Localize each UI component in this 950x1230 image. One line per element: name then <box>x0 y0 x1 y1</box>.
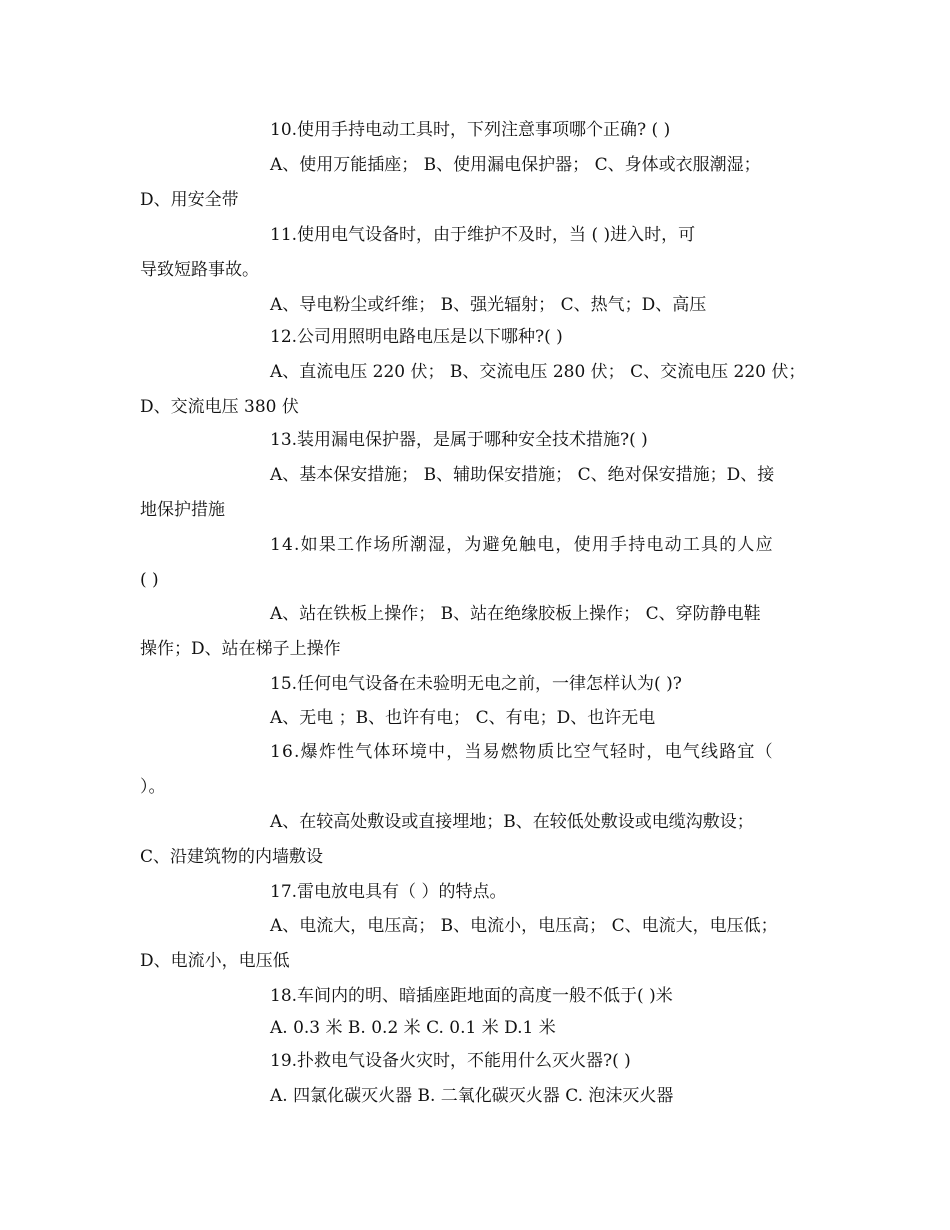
question-12-stem: 12.公司用照明电路电压是以下哪种?( ) <box>270 327 563 347</box>
question-17-stem: 17.雷电放电具有（ ）的特点。 <box>270 882 507 902</box>
question-11-stem: 11.使用电气设备时，由于维护不及时，当 ( )进入时，可 <box>270 225 696 245</box>
question-16-options: A、在较高处敷设或直接埋地；B、在较低处敷设或电缆沟敷设； <box>270 812 754 832</box>
question-19-options: A. 四氯化碳灭火器 B. 二氧化碳灭火器 C. 泡沫灭火器 <box>270 1086 674 1106</box>
question-17-options: A、电流大，电压高； B、电流小，电压高； C、电流大，电压低； <box>270 916 778 936</box>
question-19-stem: 19.扑救电气设备火灾时，不能用什么灭火器?( ) <box>270 1051 631 1071</box>
question-16-stem-cont: ）。 <box>140 777 166 797</box>
question-18-options: A. 0.3 米 B. 0.2 米 C. 0.1 米 D.1 米 <box>270 1018 556 1038</box>
question-14-options: A、站在铁板上操作； B、站在绝缘胶板上操作； C、穿防静电鞋 <box>270 604 761 624</box>
question-11-options: A、导电粉尘或纤维； B、强光辐射； C、热气；D、高压 <box>270 295 707 315</box>
question-16-options-cont: C、沿建筑物的内墙敷设 <box>140 847 324 867</box>
question-17-options-cont: D、电流小，电压低 <box>140 951 290 971</box>
question-13-options-cont: 地保护措施 <box>140 500 225 520</box>
question-12-options: A、直流电压 220 伏； B、交流电压 280 伏； C、交流电压 220 伏； <box>270 362 806 382</box>
question-13-stem: 13.装用漏电保护器，是属于哪种安全技术措施?( ) <box>270 430 648 450</box>
question-14-stem: 14.如果工作场所潮湿，为避免触电，使用手持电动工具的人应 <box>270 535 774 555</box>
question-11-stem-cont: 导致短路事故。 <box>140 260 259 280</box>
question-10-options: A、使用万能插座； B、使用漏电保护器； C、身体或衣服潮湿； <box>270 155 761 175</box>
question-12-options-cont: D、交流电压 380 伏 <box>140 397 299 417</box>
question-10-options-cont: D、用安全带 <box>140 190 239 210</box>
question-18-stem: 18.车间内的明、暗插座距地面的高度一般不低于( )米 <box>270 986 673 1006</box>
question-14-options-cont: 操作；D、站在梯子上操作 <box>140 639 341 659</box>
question-16-stem: 16.爆炸性气体环境中，当易燃物质比空气轻时，电气线路宜（ <box>270 742 774 762</box>
question-13-options: A、基本保安措施； B、辅助保安措施； C、绝对保安措施；D、接 <box>270 465 775 485</box>
question-15-options: A、无电 ；B、也许有电； C、有电；D、也许无电 <box>270 708 656 728</box>
question-10-stem: 10.使用手持电动工具时，下列注意事项哪个正确? ( ) <box>270 120 671 140</box>
question-14-stem-cont: ( ) <box>140 570 159 590</box>
question-15-stem: 15.任何电气设备在未验明无电之前，一律怎样认为( )? <box>270 674 682 694</box>
